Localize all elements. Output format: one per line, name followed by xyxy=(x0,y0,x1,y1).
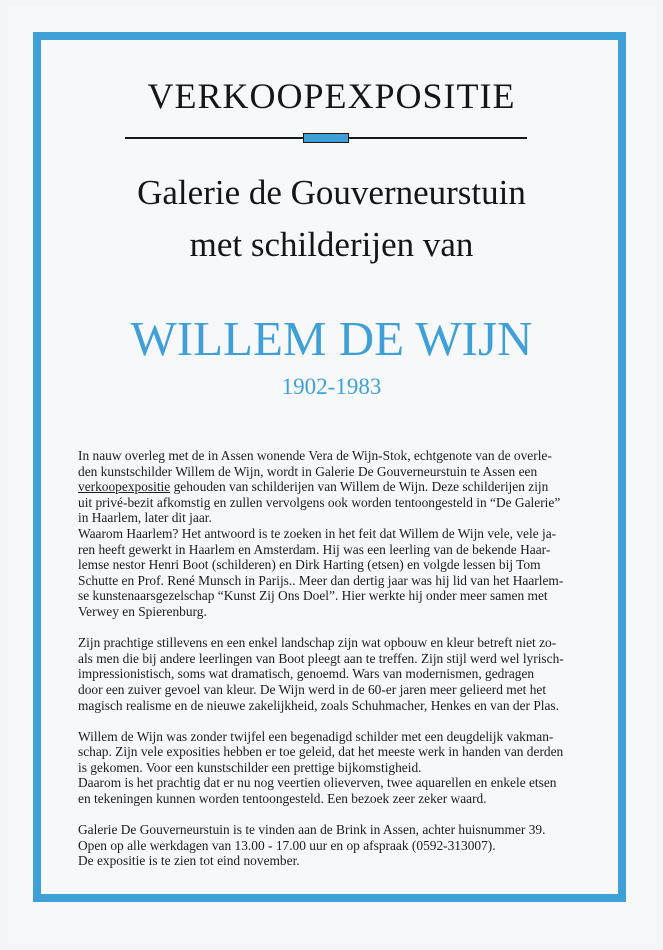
gallery-name: Galerie de Gouverneurstuin xyxy=(137,173,526,212)
text-line: door een zuiver gevoel van kleur. De Wijn werd in de 60-er jaren meer gelieerd met het xyxy=(78,681,547,697)
text-line: se kunstenaarsgezelschap “Kunst Zij Ons Doel”. Hier werkte hij onder meer samen met xyxy=(78,588,548,604)
text-line: uit privé-bezit afkomstig en zullen vervolgens ook worden tentoongesteld in “De Galerie” xyxy=(78,494,561,510)
subtitle-line: met schilderijen van xyxy=(189,225,474,264)
artist-years: 1902-1983 xyxy=(281,374,382,399)
text-line: als men die bij andere leerlingen van Boot pleegt aan te treffen. Zijn stijl werd wel lyrisch- xyxy=(78,650,564,666)
text-line: Galerie De Gouverneurstuin is te vinden aan de Brink in Assen, achter huisnummer 39. xyxy=(78,822,546,838)
artist-name: WILLEM DE WIJN xyxy=(130,311,533,366)
text-line: impressionistisch, soms wat dramatisch, genoemd. Wars van modernismen, gedragen xyxy=(78,666,535,682)
paragraph-4 xyxy=(78,822,588,869)
heading-divider xyxy=(125,133,527,143)
underlined-word: verkoopexpositie xyxy=(78,479,171,495)
text-line: ren heeft gewerkt in Haarlem en Amsterdam. Hij was een leerling van de bekende Haar- xyxy=(78,541,551,557)
text-line: den kunstschilder Willem de Wijn, wordt in Galerie De Gouverneurstuin te Assen een xyxy=(78,463,538,479)
text-line: Open op alle werkdagen van 13.00 - 17.00 uur en op afspraak (0592-313007). xyxy=(78,837,496,853)
text-line: lemse nestor Henri Boot (schilderen) en Dirk Harting (etsen) en volgde lessen bij Tom xyxy=(78,557,541,573)
text-line: en tekeningen kunnen worden tentoongesteld. Een bezoek zeer zeker waard. xyxy=(78,791,487,807)
paragraph-1 xyxy=(78,448,588,620)
text-line: Zijn prachtige stillevens en een enkel landschap zijn wat opbouw en kleur betreft niet zo- xyxy=(78,635,557,651)
text-line: De expositie is te zien tot eind november. xyxy=(78,853,300,869)
paragraph-3 xyxy=(78,729,588,807)
text-line: Verwey en Spierenburg. xyxy=(78,603,207,619)
text-line: In nauw overleg met de in Assen wonende Vera de Wijn-Stok, echtgenote van de overle- xyxy=(78,448,552,463)
text-line: magisch realisme en de nieuwe zakelijkheid, zoals Schuhmacher, Henkes en van der Plas. xyxy=(78,697,559,713)
text-line: in Haarlem, later dit jaar. xyxy=(78,510,212,526)
body-text xyxy=(78,448,588,885)
text-line: schap. Zijn vele exposities hebben er toe geleid, dat het meeste werk in handen van derden xyxy=(78,744,564,760)
text-line: Daarom is het prachtig dat er nu nog veertien olieverven, twee aquarellen en enkele etsen xyxy=(78,775,557,791)
divider-block xyxy=(303,133,349,143)
text-line: Schutte en Prof. René Munsch in Parijs.. Meer dan dertig jaar was hij lid van het Haarlem- xyxy=(78,572,564,588)
poster-heading: VERKOOPEXPOSITIE xyxy=(147,76,516,116)
text-line xyxy=(78,479,588,495)
text-line: is gekomen. Voor een kunstschilder een prettige bijkomstigheid. xyxy=(78,759,422,775)
paragraph-2 xyxy=(78,635,588,713)
text-line: Waarom Haarlem? Het antwoord is te zoeken in het feit dat Willem de Wijn vele, vele ja- xyxy=(78,525,557,541)
text-line-rest: gehouden van schilderijen van Willem de Wijn. Deze schilderijen zijn xyxy=(173,479,549,495)
text-line: Willem de Wijn was zonder twijfel een begenadigd schilder met een deugdelijk vakman- xyxy=(78,728,554,744)
